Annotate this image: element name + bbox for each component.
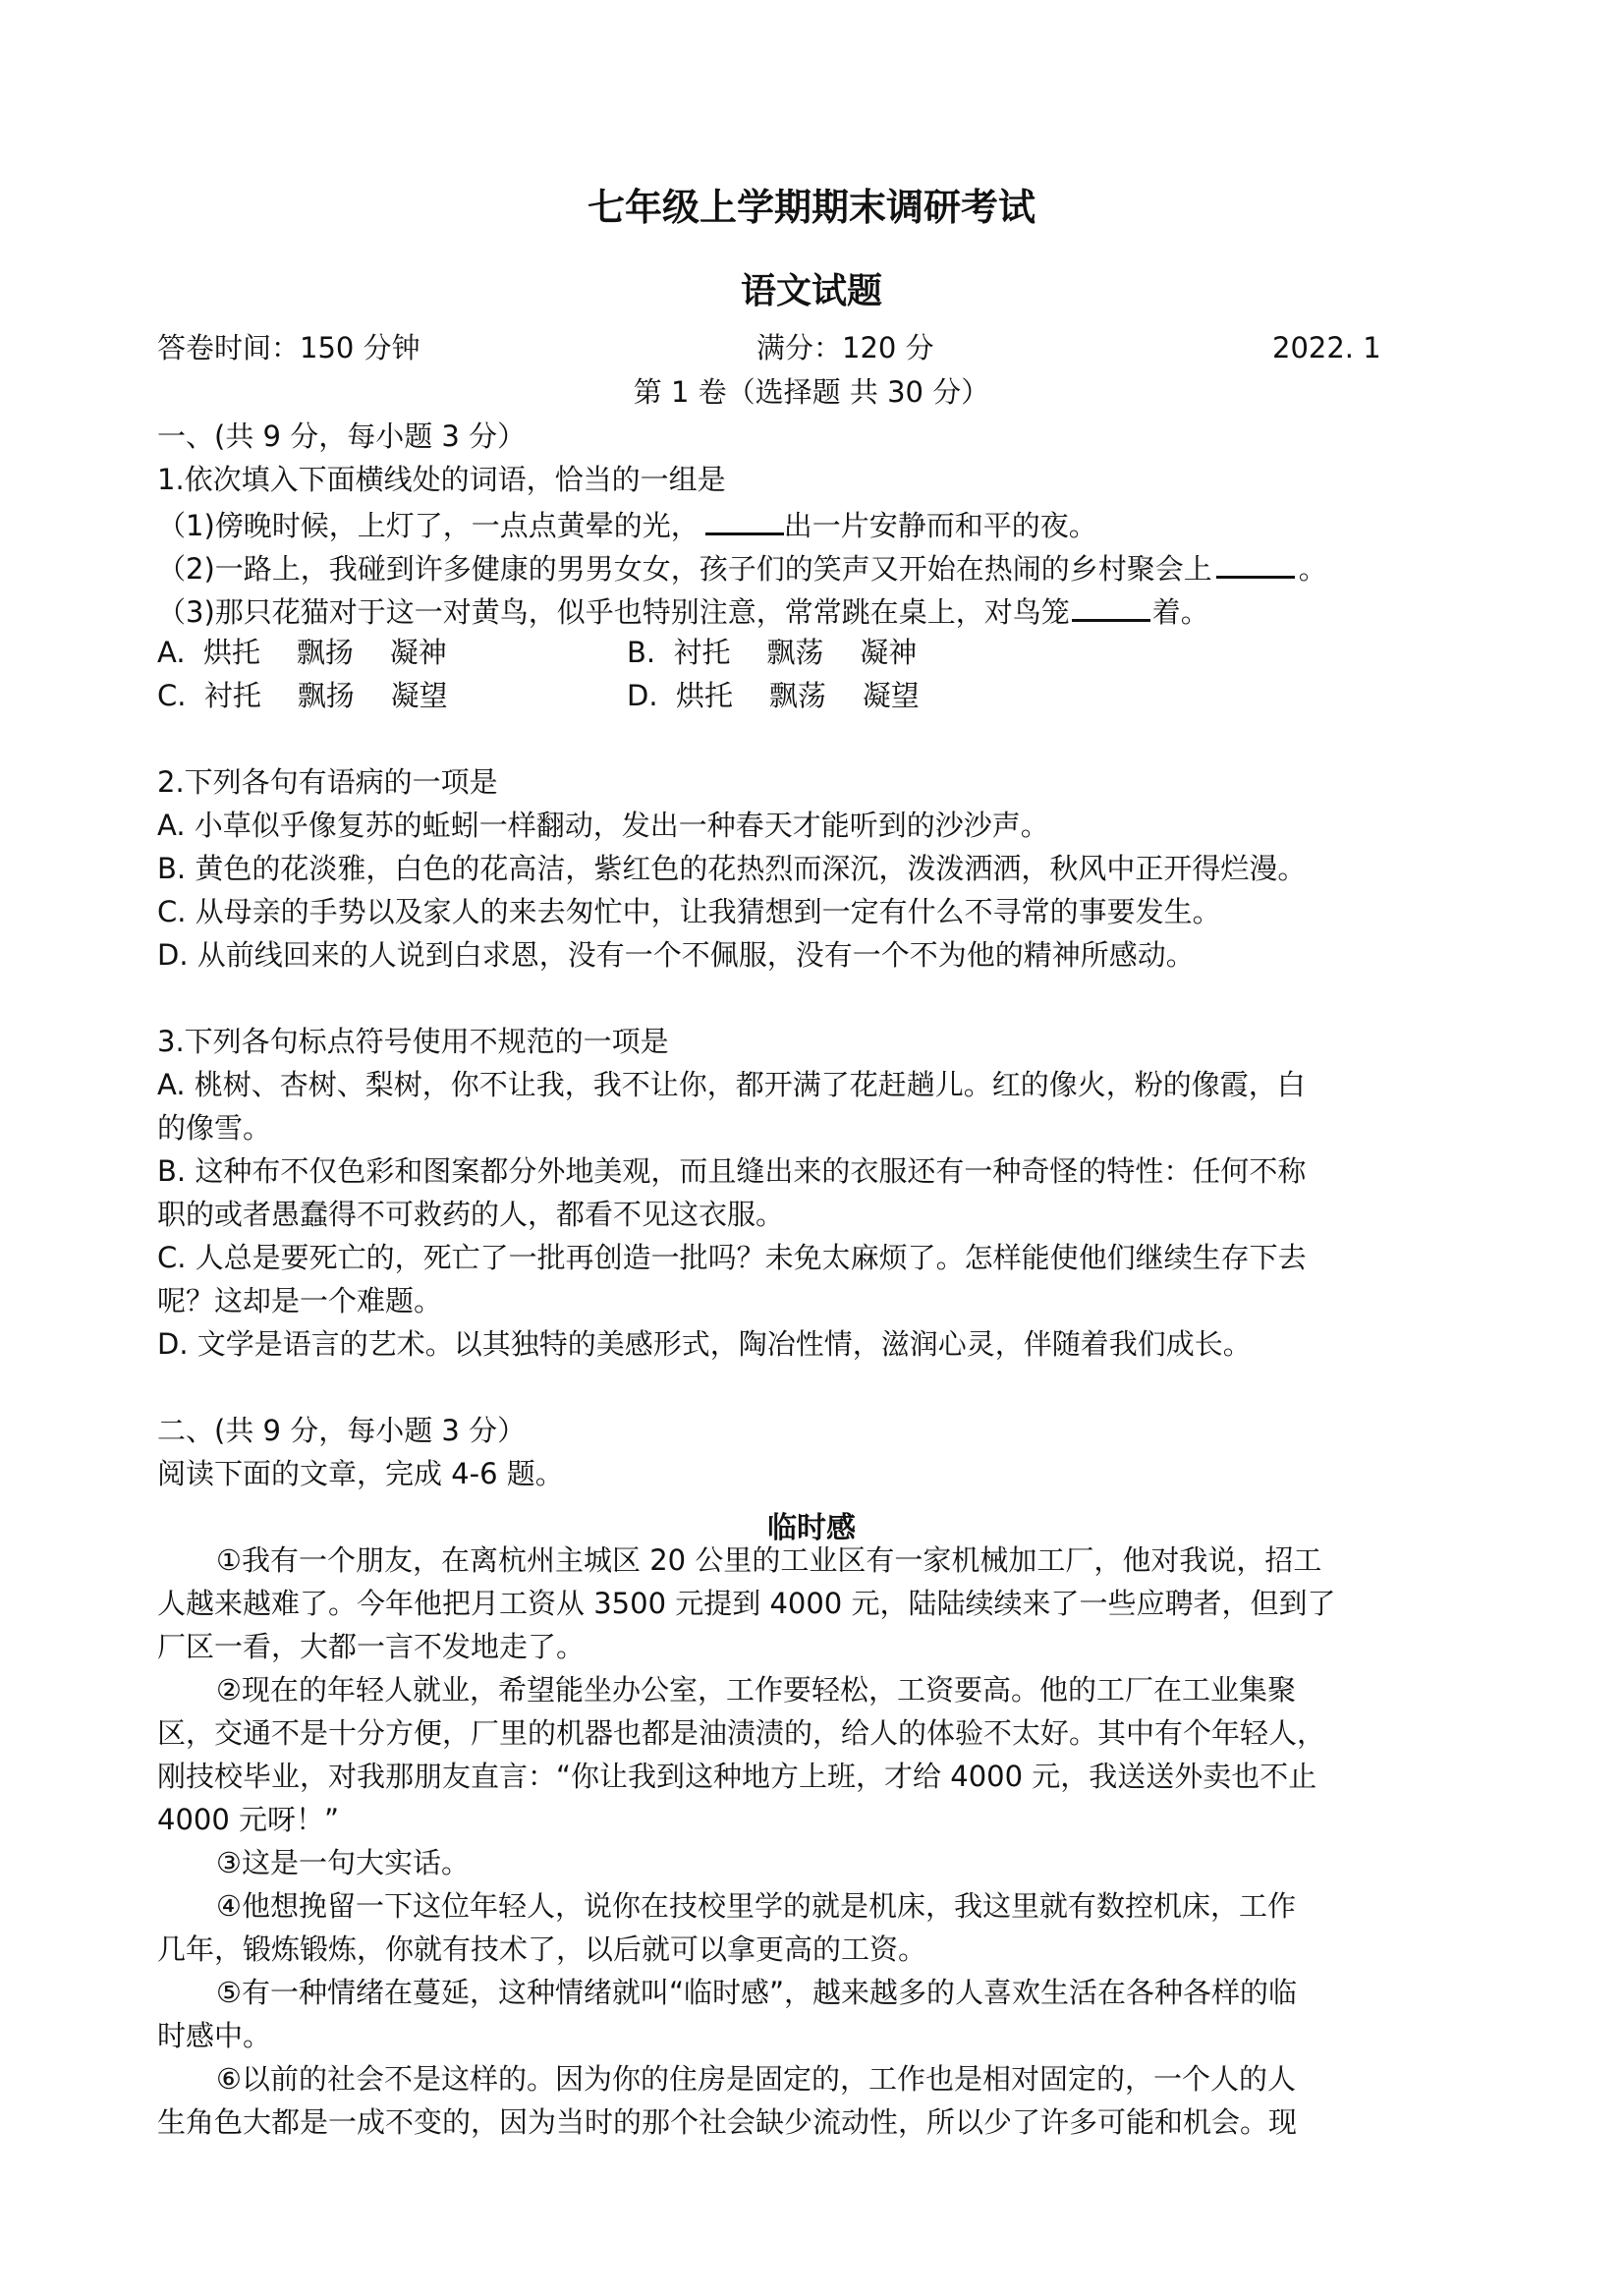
q3-option-b-line1: B. 这种布不仅色彩和图案都分外地美观，而且缝出来的衣服还有一种奇怪的特性：任何不称 [157, 1154, 1307, 1188]
q3-option-a-line2: 的像雪。 [157, 1111, 272, 1145]
q1-s1-pre: （1)傍晚时候，上灯了，一点点黄晕的光， [157, 509, 700, 542]
q2-option-b: B. 黄色的花淡雅，白色的花高洁，紫红色的花热烈而深沉，泼泼洒洒，秋风中正开得烂漫。 [157, 852, 1307, 885]
q1-sentence-3 [157, 595, 1483, 627]
paragraph-3: ③这是一句大实话。 [216, 1846, 470, 1879]
paragraph-1-line-1: ①我有一个朋友，在离杭州主城区 20 公里的工业区有一家机械加工厂，他对我说，招工 [216, 1543, 1322, 1577]
paragraph-6-line-2: 生角色大都是一成不变的，因为当时的那个社会缺少流动性，所以少了许多可能和机会。现 [157, 2105, 1298, 2139]
q1-option-b: B. 衬托 飘荡 凝神 [627, 636, 918, 669]
paragraph-2-line-4: 4000 元呀！” [157, 1803, 340, 1836]
q3-option-b-line2: 职的或者愚蠢得不可救药的人，都看不见这衣服。 [157, 1198, 785, 1231]
answer-blank [1072, 595, 1150, 622]
q1-s3-pre: （3)那只花猫对于这一对黄鸟，似乎也特别注意，常常跳在桌上，对鸟笼 [157, 595, 1070, 629]
paragraph-4-line-1: ④他想挽留一下这位年轻人，说你在技校里学的就是机床，我这里就有数控机床，工作 [216, 1889, 1296, 1923]
q3-option-a-line1: A. 桃树、杏树、梨树，你不让我，我不让你，都开满了花赶趟儿。红的像火，粉的像霞，白 [157, 1068, 1306, 1101]
paragraph-2-line-3: 刚技校毕业，对我那朋友直言：“你让我到这种地方上班，才给 4000 元，我送送外卖也不止 [157, 1760, 1317, 1793]
q2-option-a: A. 小草似乎像复苏的蚯蚓一样翻动，发出一种春天才能听到的沙沙声。 [157, 809, 1049, 842]
q1-sentence-2 [157, 552, 1483, 584]
section2-heading: 二、(共 9 分，每小题 3 分） [157, 1414, 527, 1447]
q2-stem: 2.下列各句有语病的一项是 [157, 765, 498, 799]
article-title: 临时感 [767, 1511, 856, 1545]
q2-option-c: C. 从母亲的手势以及家人的来去匆忙中，让我猜想到一定有什么不寻常的事要发生。 [157, 895, 1221, 928]
paragraph-2-line-1: ②现在的年轻人就业，希望能坐办公室，工作要轻松，工资要高。他的工厂在工业集聚 [216, 1673, 1296, 1707]
q3-stem: 3.下列各句标点符号使用不规范的一项是 [157, 1025, 669, 1058]
q1-s2-pre: （2)一路上，我碰到许多健康的男男女女，孩子们的笑声又开始在热闹的乡村聚会上 [157, 552, 1212, 586]
exam-score: 满分：120 分 [756, 331, 934, 364]
q1-stem: 1.依次填入下面横线处的词语，恰当的一组是 [157, 463, 726, 496]
q1-option-d: D. 烘托 飘荡 凝望 [627, 679, 920, 712]
q1-sentence-1 [157, 509, 1483, 540]
q1-s2-post: 。 [1298, 552, 1327, 586]
volume-heading: 第 1 卷（选择题 共 30 分） [633, 375, 990, 409]
answer-blank [1216, 552, 1295, 579]
section1-heading: 一、(共 9 分，每小题 3 分） [157, 420, 527, 453]
q1-option-a: A. 烘托 飘扬 凝神 [157, 636, 447, 669]
exam-date: 2022. 1 [1272, 331, 1381, 364]
q1-s3-post: 着。 [1151, 595, 1209, 629]
q2-option-d: D. 从前线回来的人说到白求恩，没有一个不佩服，没有一个不为他的精神所感动。 [157, 938, 1195, 972]
section2-instruction: 阅读下面的文章，完成 4-6 题。 [157, 1457, 564, 1490]
q1-option-c: C. 衬托 飘扬 凝望 [157, 679, 448, 712]
answer-blank [705, 509, 784, 535]
q3-option-c-line1: C. 人总是要死亡的，死亡了一批再创造一批吗？未免太麻烦了。怎样能使他们继续生存下去 [157, 1241, 1307, 1274]
q3-option-c-line2: 呢？这却是一个难题。 [157, 1284, 443, 1317]
exam-time: 答卷时间：150 分钟 [157, 331, 420, 364]
paragraph-5-line-2: 时感中。 [157, 2019, 272, 2052]
q3-option-d: D. 文学是语言的艺术。以其独特的美感形式，陶冶性情，滋润心灵，伴随着我们成长。 [157, 1327, 1252, 1361]
paragraph-4-line-2: 几年，锻炼锻炼，你就有技术了，以后就可以拿更高的工资。 [157, 1932, 927, 1966]
paragraph-6-line-1: ⑥以前的社会不是这样的。因为你的住房是固定的，工作也是相对固定的，一个人的人 [216, 2062, 1296, 2096]
exam-subtitle: 语文试题 [740, 270, 882, 311]
paragraph-1-line-2: 人越来越难了。今年他把月工资从 3500 元提到 4000 元，陆陆续续来了一些应聘者，但到了 [157, 1587, 1336, 1620]
paragraph-1-line-3: 厂区一看，大都一言不发地走了。 [157, 1630, 586, 1663]
paragraph-2-line-2: 区，交通不是十分方便，厂里的机器也都是油渍渍的，给人的体验不太好。其中有个年轻人， [157, 1716, 1326, 1750]
exam-title: 七年级上学期期末调研考试 [587, 185, 1035, 229]
q1-s1-post: 出一片安静而和平的夜。 [783, 509, 1097, 542]
paragraph-5-line-1: ⑤有一种情绪在蔓延，这种情绪就叫“临时感”，越来越多的人喜欢生活在各种各样的临 [216, 1976, 1298, 2009]
